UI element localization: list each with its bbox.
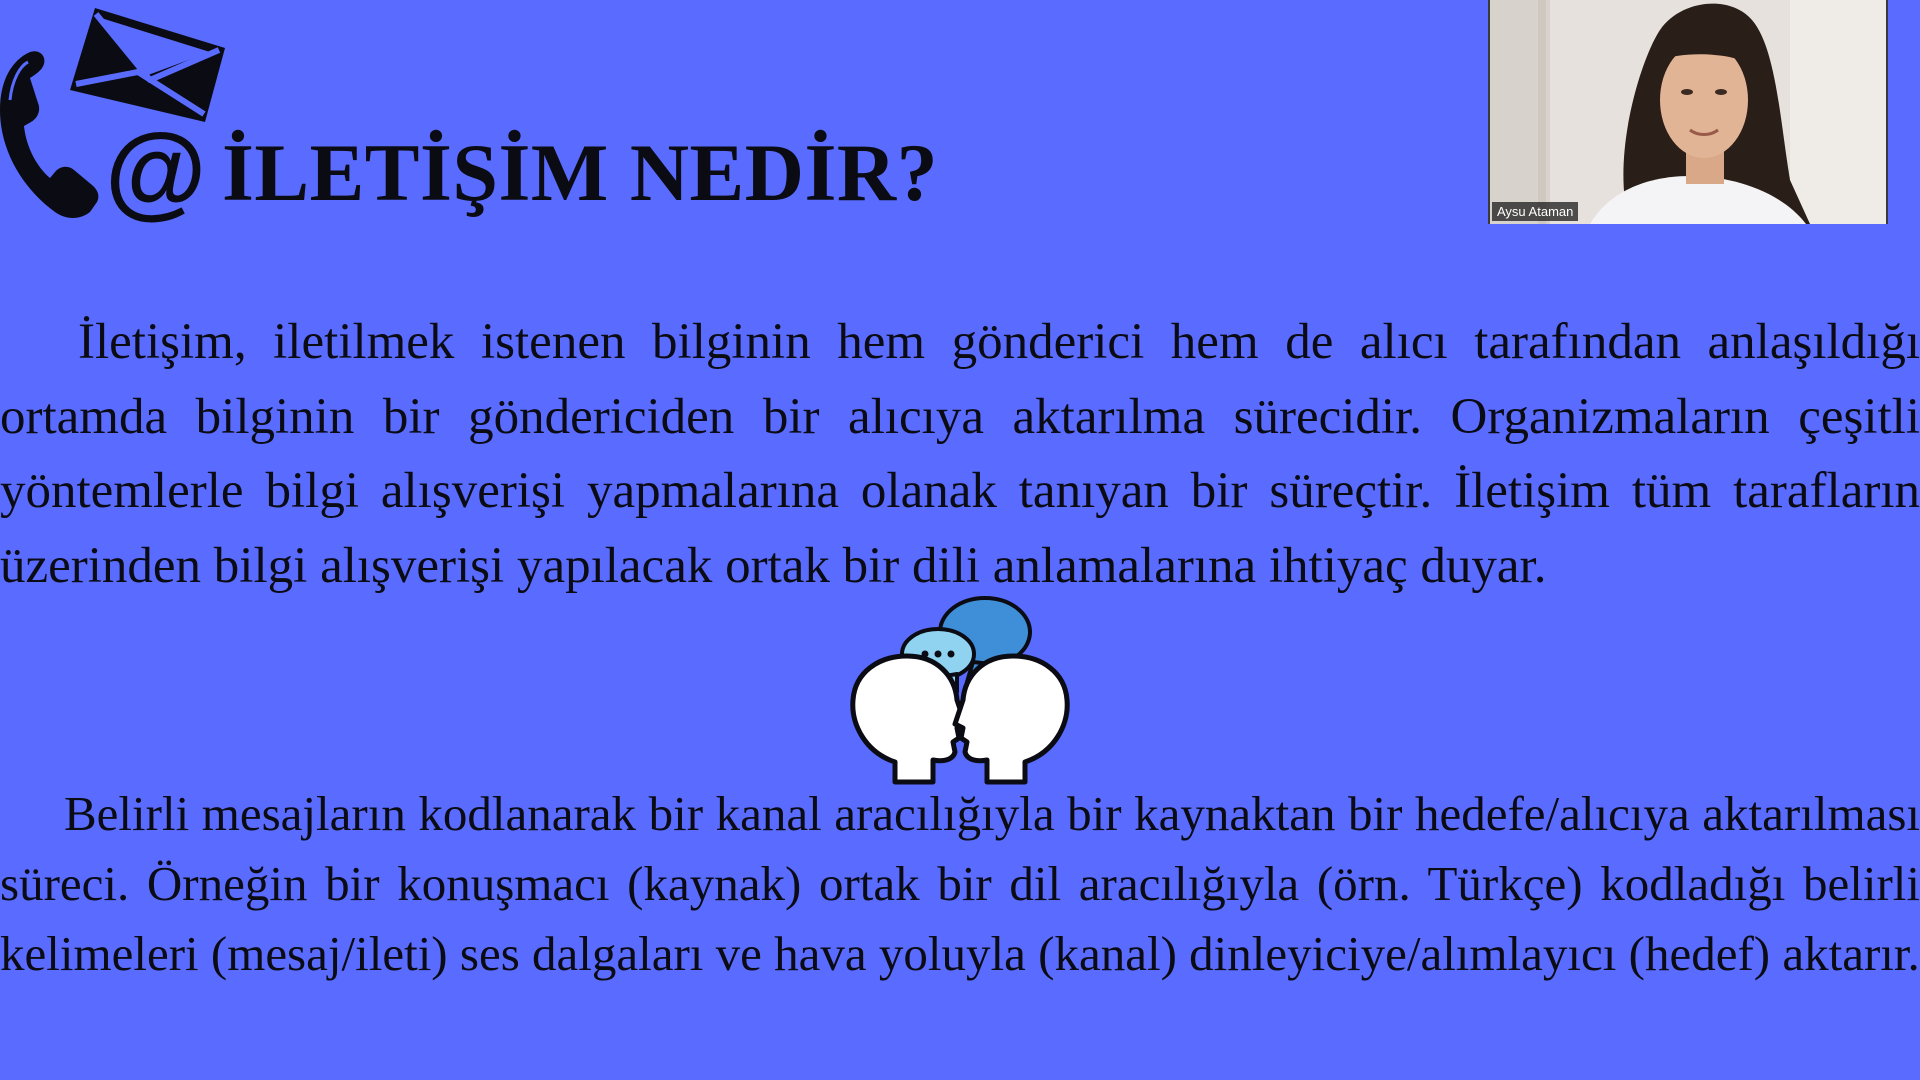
definition-paragraph-2: Belirli mesajların kodlanarak bir kanal aracılığıyla bir kaynaktan bir hedefe/alıcıya aktarılması süreci. Örneğin bir konuşmacı (kaynak) ortak bir dil aracılığıyla (örn. Türkçe) kodladığı belirli kelimeleri (mesaj/ileti) ses dalgaları ve hava yoluyla (kanal) dinleyiciye/alımlayıcı (hedef) aktarır. [0, 786, 1920, 981]
envelope-icon [70, 8, 225, 122]
left-head-icon [853, 656, 965, 782]
talking-heads-icon [845, 592, 1075, 787]
right-head-icon [955, 656, 1067, 782]
participant-video-feed [1490, 0, 1886, 224]
participant-name-label: Aysu Ataman [1492, 202, 1578, 221]
at-sign-icon: @ [105, 113, 207, 229]
participant-video-tile[interactable] [1488, 0, 1888, 224]
slide-title: İLETİŞİM NEDİR? [222, 127, 939, 218]
contact-icons [0, 0, 230, 230]
definition-paragraph-1: İletişim, iletilmek istenen bilginin hem gönderici hem de alıcı tarafından anlaşıldığı ortamda bilginin bir göndericiden bir alıcıya aktarılma sürecidir. Organizmaların çeşitli yöntemlerle bilgi alışverişi yapmalarına olanak tanıyan bir süreçtir. İletişim tüm tarafların üzerinden bilgi alışverişi yapılacak ortak bir dili anlamalarına ihtiyaç duyar. [0, 314, 1920, 594]
